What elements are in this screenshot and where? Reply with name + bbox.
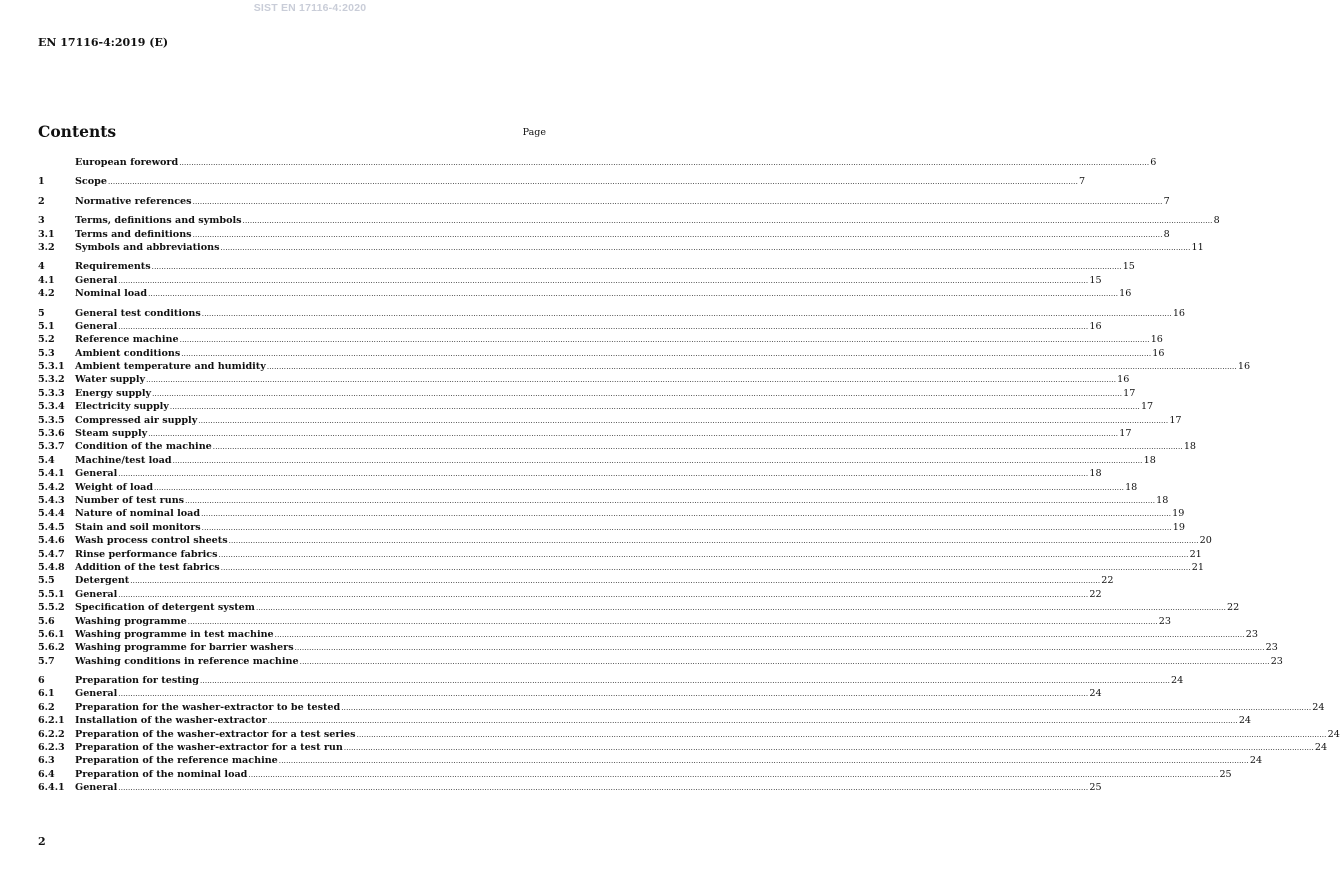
- toc-entry[interactable]: [38, 333, 1163, 346]
- toc-entry-number: 5.4.3: [38, 494, 65, 506]
- toc-entry-title: Energy supply: [75, 387, 152, 399]
- toc-dot-leader: ................................................................................................................................................................................................................................................................................................................................................................................................................: [255, 604, 1226, 613]
- toc-entry-page: 23: [1270, 655, 1283, 667]
- toc-entry-page: 24: [1238, 715, 1252, 727]
- toc-entry-page: 18: [1183, 441, 1197, 453]
- toc-entry-title: Detergent: [75, 575, 130, 587]
- toc-dot-leader: ................................................................................................................................................................................................................................................................................................................................................................................................................: [228, 537, 1199, 546]
- toc-entry-title: Normative references: [75, 195, 192, 207]
- toc-entry-number: 4.1: [38, 274, 55, 286]
- toc-entry[interactable]: [38, 588, 1102, 601]
- toc-entry-title: Washing conditions in reference machine: [75, 655, 299, 667]
- toc-entry-number: 5.3.4: [38, 401, 65, 413]
- toc-entry-page: 8: [1163, 228, 1170, 240]
- toc-entry-page: 24: [1089, 688, 1102, 700]
- toc-entry[interactable]: [38, 387, 1136, 400]
- toc-entry-page: 16: [1089, 320, 1102, 332]
- toc-dot-leader: ................................................................................................................................................................................................................................................................................................................................................................................................................: [148, 290, 1119, 299]
- toc-entry[interactable]: [38, 260, 1135, 273]
- watermark: SIST EN 17116-4:2020: [253, 2, 367, 14]
- toc-entry-title: Symbols and abbreviations: [75, 241, 220, 253]
- toc-entry-title: Condition of the machine: [75, 441, 212, 453]
- toc-entry[interactable]: [38, 507, 1185, 520]
- toc-entry-number: 1: [38, 176, 45, 188]
- toc-entry-title: General: [75, 274, 118, 286]
- toc-entry[interactable]: [38, 494, 1169, 507]
- toc-entry[interactable]: [38, 414, 1182, 427]
- toc-entry-page: 18: [1125, 481, 1138, 493]
- toc-entry-page: 6: [1150, 157, 1157, 168]
- toc-entry-page: 17: [1119, 428, 1132, 440]
- toc-entry-page: 23: [1265, 642, 1278, 654]
- toc-entry-page: 18: [1143, 454, 1156, 466]
- toc-entry-title: Number of test runs: [75, 494, 185, 506]
- toc-entry[interactable]: [38, 574, 1114, 587]
- toc-entry[interactable]: [38, 373, 1130, 386]
- document-id: EN 17116-4:2019 (E): [38, 36, 169, 49]
- toc-dot-leader: ................................................................................................................................................................................................................................................................................................................................................................................................................: [220, 243, 1191, 252]
- toc-entry-page: 8: [1213, 215, 1220, 227]
- toc-entry-title: General test conditions: [75, 307, 201, 319]
- toc-entry-page: 17: [1169, 414, 1182, 426]
- toc-entry[interactable]: [38, 674, 1184, 687]
- toc-dot-leader: ................................................................................................................................................................................................................................................................................................................................................................................................................: [179, 159, 1150, 167]
- toc-entry-number: 5.1: [38, 320, 55, 332]
- toc-entry-title: General: [75, 468, 118, 480]
- toc-entry-title: Weight of load: [75, 481, 154, 493]
- toc-entry-page: 11: [1191, 241, 1204, 253]
- toc-entry-page: 21: [1189, 548, 1202, 560]
- toc-dot-leader: ................................................................................................................................................................................................................................................................................................................................................................................................................: [169, 403, 1140, 412]
- toc-dot-leader: ................................................................................................................................................................................................................................................................................................................................................................................................................: [198, 416, 1169, 425]
- toc-entry-page: 15: [1089, 274, 1102, 286]
- toc-dot-leader: ................................................................................................................................................................................................................................................................................................................................................................................................................: [118, 784, 1089, 793]
- toc-entry[interactable]: [38, 274, 1102, 287]
- toc-entry-title: Preparation for the washer-extractor to be tested: [75, 701, 341, 713]
- toc-entry-title: Specification of detergent system: [75, 602, 255, 614]
- toc-entry-page: 16: [1150, 334, 1163, 346]
- toc-entry[interactable]: [38, 156, 1157, 169]
- toc-entry-title: Stain and soil monitors: [75, 521, 201, 533]
- toc-dot-leader: ................................................................................................................................................................................................................................................................................................................................................................................................................: [118, 690, 1089, 699]
- toc-entry-number: 5.6.2: [38, 642, 65, 654]
- toc-entry[interactable]: [38, 655, 1283, 668]
- toc-entry[interactable]: [38, 400, 1154, 413]
- toc-dot-leader: ................................................................................................................................................................................................................................................................................................................................................................................................................: [266, 363, 1237, 372]
- toc-entry[interactable]: [38, 287, 1132, 300]
- toc-entry[interactable]: [38, 347, 1165, 360]
- toc-entry-title: Nominal load: [75, 288, 148, 300]
- toc-entry[interactable]: [38, 195, 1170, 208]
- toc-entry[interactable]: [38, 427, 1132, 440]
- page-title: Contents: [38, 122, 117, 141]
- toc-entry[interactable]: [38, 728, 1340, 741]
- toc-dot-leader: ................................................................................................................................................................................................................................................................................................................................................................................................................: [192, 230, 1163, 239]
- toc-dot-leader: ................................................................................................................................................................................................................................................................................................................................................................................................................: [172, 456, 1143, 465]
- toc-dot-leader: ................................................................................................................................................................................................................................................................................................................................................................................................................: [299, 657, 1270, 666]
- toc-entry-title: Washing programme for barrier washers: [75, 642, 294, 654]
- toc-entry-number: 6.2.3: [38, 742, 65, 754]
- toc-entry-title: Preparation of the washer-extractor for a test series: [75, 728, 356, 740]
- toc-entry-number: 6.3: [38, 755, 55, 767]
- toc-entry-page: 16: [1119, 288, 1132, 300]
- toc-entry-page: 24: [1171, 675, 1184, 687]
- toc-entry-number: 4: [38, 261, 45, 273]
- toc-entry-number: 5: [38, 307, 45, 319]
- toc-entry-number: 6.4: [38, 768, 55, 780]
- toc-entry[interactable]: [38, 561, 1204, 574]
- toc-entry[interactable]: [38, 628, 1258, 641]
- toc-entry[interactable]: [38, 521, 1185, 534]
- toc-entry-page: 15: [1122, 261, 1135, 273]
- toc-entry-page: 22: [1089, 588, 1102, 600]
- toc-entry-title: Terms, definitions and symbols: [75, 215, 242, 227]
- toc-entry[interactable]: [38, 360, 1251, 373]
- toc-entry[interactable]: [38, 454, 1156, 467]
- toc-entry-page: 7: [1163, 195, 1170, 207]
- toc-entry-page: 7: [1079, 176, 1086, 188]
- toc-entry-title: General: [75, 588, 118, 600]
- toc-dot-leader: ................................................................................................................................................................................................................................................................................................................................................................................................................: [274, 630, 1245, 639]
- toc-entry-number: 6.4.1: [38, 782, 65, 794]
- toc-entry-title: Compressed air supply: [75, 414, 198, 426]
- toc-entry-title: Washing programme: [75, 615, 187, 627]
- page-column-label: Page: [522, 127, 546, 138]
- toc-entry-number: 5.4.5: [38, 521, 65, 533]
- toc-entry-title: Ambient temperature and humidity: [75, 361, 266, 373]
- toc-entry-number: 5.4.1: [38, 468, 65, 480]
- toc-entry-number: 5.6: [38, 615, 55, 627]
- toc-entry-page: 21: [1191, 561, 1204, 573]
- toc-entry-page: 22: [1101, 575, 1114, 587]
- page-number: 2: [38, 835, 46, 848]
- toc-entry[interactable]: [38, 307, 1186, 320]
- toc-entry-number: 5.3.2: [38, 374, 65, 386]
- toc-entry-page: 16: [1237, 361, 1251, 373]
- toc-entry-title: Addition of the test fabrics: [75, 561, 220, 573]
- toc-dot-leader: ................................................................................................................................................................................................................................................................................................................................................................................................................: [212, 443, 1183, 452]
- toc-dot-leader: ................................................................................................................................................................................................................................................................................................................................................................................................................: [192, 197, 1163, 206]
- toc-dot-leader: ................................................................................................................................................................................................................................................................................................................................................................................................................: [118, 590, 1089, 599]
- toc-entry-title: Washing programme in test machine: [75, 628, 274, 640]
- toc-entry[interactable]: [38, 641, 1278, 654]
- toc-entry-page: 16: [1117, 374, 1130, 386]
- toc-dot-leader: ................................................................................................................................................................................................................................................................................................................................................................................................................: [118, 470, 1089, 479]
- toc-entry-page: 24: [1314, 742, 1328, 754]
- toc-entry[interactable]: [38, 754, 1263, 767]
- toc-entry-number: 5.3.1: [38, 361, 65, 373]
- toc-dot-leader: ................................................................................................................................................................................................................................................................................................................................................................................................................: [248, 770, 1219, 779]
- toc-entry-page: 17: [1123, 387, 1136, 399]
- toc-entry-title: Water supply: [75, 374, 146, 386]
- toc-entry-title: Steam supply: [75, 428, 148, 440]
- toc-entry-number: 3: [38, 215, 45, 227]
- toc-entry[interactable]: [38, 534, 1212, 547]
- toc-entry-number: 6.2: [38, 701, 55, 713]
- toc-dot-leader: ................................................................................................................................................................................................................................................................................................................................................................................................................: [199, 677, 1171, 686]
- toc-dot-leader: ................................................................................................................................................................................................................................................................................................................................................................................................................: [218, 550, 1189, 559]
- toc-entry-number: 5.4: [38, 454, 55, 466]
- toc-entry-page: 18: [1156, 494, 1169, 506]
- toc-entry-title: General: [75, 782, 118, 794]
- toc-entry-page: 23: [1158, 615, 1172, 627]
- toc-entry-number: 5.3.3: [38, 387, 65, 399]
- toc-entry-number: 5.5.1: [38, 588, 65, 600]
- toc-entry-title: Rinse performance fabrics: [75, 548, 218, 560]
- toc-dot-leader: ................................................................................................................................................................................................................................................................................................................................................................................................................: [181, 349, 1152, 358]
- table-of-contents: [38, 156, 1340, 795]
- toc-entry-number: 5.3: [38, 347, 55, 359]
- toc-entry-page: 19: [1172, 508, 1185, 520]
- toc-dot-leader: ................................................................................................................................................................................................................................................................................................................................................................................................................: [201, 510, 1172, 519]
- toc-entry[interactable]: [38, 741, 1328, 754]
- toc-entry[interactable]: [38, 615, 1172, 628]
- toc-entry-number: 5.4.7: [38, 548, 65, 560]
- toc-entry-number: 5.6.1: [38, 628, 65, 640]
- toc-entry[interactable]: [38, 467, 1102, 480]
- toc-entry-number: 5.3.7: [38, 441, 65, 453]
- toc-entry[interactable]: [38, 214, 1220, 227]
- toc-dot-leader: ................................................................................................................................................................................................................................................................................................................................................................................................................: [343, 744, 1314, 753]
- toc-entry-number: 5.2: [38, 334, 55, 346]
- toc-entry[interactable]: [38, 440, 1197, 453]
- toc-entry-page: 25: [1219, 768, 1232, 780]
- toc-entry-page: 20: [1199, 535, 1212, 547]
- toc-dot-leader: ................................................................................................................................................................................................................................................................................................................................................................................................................: [179, 336, 1150, 345]
- toc-entry-page: 24: [1249, 755, 1263, 767]
- toc-dot-leader: ................................................................................................................................................................................................................................................................................................................................................................................................................: [356, 730, 1327, 739]
- toc-entry[interactable]: [38, 768, 1232, 781]
- toc-entry[interactable]: [38, 481, 1138, 494]
- toc-entry-number: 5.4.8: [38, 561, 65, 573]
- toc-entry-page: 16: [1172, 307, 1186, 319]
- toc-dot-leader: ................................................................................................................................................................................................................................................................................................................................................................................................................: [242, 217, 1213, 226]
- toc-entry-number: 6.1: [38, 688, 55, 700]
- toc-entry-page: 23: [1245, 628, 1258, 640]
- toc-dot-leader: ................................................................................................................................................................................................................................................................................................................................................................................................................: [118, 322, 1089, 331]
- toc-dot-leader: ................................................................................................................................................................................................................................................................................................................................................................................................................: [130, 577, 1101, 586]
- toc-entry-title: Preparation of the washer-extractor for a test run: [75, 742, 343, 754]
- toc-entry[interactable]: [38, 687, 1102, 700]
- toc-entry-number: 5.4.2: [38, 481, 65, 493]
- toc-entry-number: 5.5.2: [38, 602, 65, 614]
- toc-dot-leader: ................................................................................................................................................................................................................................................................................................................................................................................................................: [201, 523, 1172, 532]
- toc-dot-leader: ................................................................................................................................................................................................................................................................................................................................................................................................................: [118, 276, 1089, 285]
- toc-entry-title: Wash process control sheets: [75, 535, 228, 547]
- toc-entry[interactable]: [38, 781, 1102, 794]
- toc-entry-number: 5.7: [38, 655, 55, 667]
- toc-entry-page: 18: [1089, 468, 1102, 480]
- toc-entry-title: Electricity supply: [75, 401, 169, 413]
- toc-dot-leader: ................................................................................................................................................................................................................................................................................................................................................................................................................: [185, 496, 1156, 505]
- toc-entry-page: 24: [1312, 701, 1325, 713]
- toc-entry-title: European foreword: [75, 157, 179, 168]
- toc-entry-title: Nature of nominal load: [75, 508, 201, 520]
- toc-entry-title: Ambient conditions: [75, 347, 181, 359]
- toc-dot-leader: ................................................................................................................................................................................................................................................................................................................................................................................................................: [294, 644, 1265, 653]
- toc-dot-leader: ................................................................................................................................................................................................................................................................................................................................................................................................................: [267, 717, 1238, 726]
- toc-entry[interactable]: [38, 601, 1240, 614]
- toc-entry-number: 3.1: [38, 228, 55, 240]
- toc-entry-number: 6.2.1: [38, 715, 65, 727]
- toc-dot-leader: ................................................................................................................................................................................................................................................................................................................................................................................................................: [341, 703, 1312, 712]
- toc-dot-leader: ................................................................................................................................................................................................................................................................................................................................................................................................................: [148, 430, 1119, 439]
- toc-dot-leader: ................................................................................................................................................................................................................................................................................................................................................................................................................: [154, 483, 1125, 492]
- toc-entry-title: Installation of the washer-extractor: [75, 715, 267, 727]
- toc-dot-leader: ................................................................................................................................................................................................................................................................................................................................................................................................................: [201, 309, 1172, 318]
- toc-dot-leader: ................................................................................................................................................................................................................................................................................................................................................................................................................: [278, 757, 1249, 766]
- toc-dot-leader: ................................................................................................................................................................................................................................................................................................................................................................................................................: [187, 617, 1158, 626]
- toc-entry-title: General: [75, 320, 118, 332]
- toc-entry[interactable]: [38, 241, 1204, 254]
- toc-entry-title: Scope: [75, 176, 107, 188]
- toc-entry-page: 17: [1140, 401, 1154, 413]
- toc-entry[interactable]: [38, 701, 1325, 714]
- toc-entry-title: Preparation of the nominal load: [75, 768, 248, 780]
- toc-entry-page: 25: [1089, 782, 1102, 794]
- toc-dot-leader: ................................................................................................................................................................................................................................................................................................................................................................................................................: [151, 263, 1122, 272]
- toc-entry-page: 16: [1152, 347, 1165, 359]
- toc-entry-title: Preparation for testing: [75, 675, 199, 687]
- toc-entry-title: Machine/test load: [75, 454, 172, 466]
- toc-entry-page: 24: [1327, 728, 1340, 740]
- toc-entry-title: Preparation of the reference machine: [75, 755, 278, 767]
- toc-entry[interactable]: [38, 548, 1202, 561]
- toc-entry-number: 2: [38, 195, 45, 207]
- toc-entry-number: 5.5: [38, 575, 55, 587]
- toc-dot-leader: ................................................................................................................................................................................................................................................................................................................................................................................................................: [152, 389, 1123, 398]
- toc-dot-leader: ................................................................................................................................................................................................................................................................................................................................................................................................................: [220, 563, 1191, 572]
- toc-entry-number: 4.2: [38, 288, 55, 300]
- toc-entry-title: Requirements: [75, 261, 151, 273]
- toc-entry-number: 3.2: [38, 241, 55, 253]
- toc-entry-number: 6: [38, 675, 45, 687]
- toc-entry-number: 6.2.2: [38, 728, 65, 740]
- toc-entry-number: 5.4.6: [38, 535, 65, 547]
- toc-entry-title: Terms and definitions: [75, 228, 192, 240]
- toc-dot-leader: ................................................................................................................................................................................................................................................................................................................................................................................................................: [146, 376, 1117, 385]
- toc-entry[interactable]: [38, 320, 1102, 333]
- toc-entry-title: Reference machine: [75, 334, 179, 346]
- toc-entry[interactable]: [38, 714, 1252, 727]
- toc-entry-page: 19: [1172, 521, 1185, 533]
- toc-entry-number: 5.3.6: [38, 428, 65, 440]
- toc-entry[interactable]: [38, 228, 1170, 241]
- toc-entry-title: General: [75, 688, 118, 700]
- toc-entry-number: 5.3.5: [38, 414, 65, 426]
- toc-entry-number: 5.4.4: [38, 508, 65, 520]
- toc-entry-page: 22: [1227, 602, 1240, 614]
- toc-entry[interactable]: [38, 175, 1086, 188]
- toc-dot-leader: ................................................................................................................................................................................................................................................................................................................................................................................................................: [107, 178, 1079, 187]
